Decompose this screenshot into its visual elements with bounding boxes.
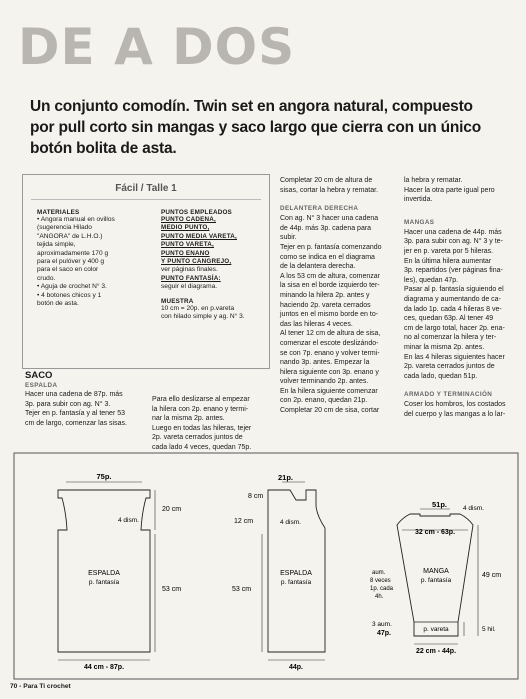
delantera-dism-label: 4 dism. bbox=[280, 519, 301, 526]
espalda-top-label: 75p. bbox=[96, 472, 112, 481]
delantera-diagram bbox=[232, 473, 325, 671]
stitch-item: PUNTO CADENA, bbox=[161, 216, 216, 223]
materials-block bbox=[37, 209, 147, 308]
manga-bottom-label: 22 cm - 44p. bbox=[415, 648, 457, 655]
espalda-diagram bbox=[58, 472, 181, 671]
saco-heading: SACO bbox=[25, 370, 53, 381]
materials-label: MATERIALES bbox=[37, 209, 80, 216]
schematic-diagrams bbox=[0, 450, 526, 682]
column-2 bbox=[152, 395, 274, 453]
materials-line: (sugerencia Hilado bbox=[37, 224, 92, 232]
espalda-stitch: p. fantasía bbox=[88, 579, 120, 586]
stitches-label: PUNTOS EMPLEADOS bbox=[161, 209, 232, 216]
stitch-item: PUNTO MEDIA VARETA, bbox=[161, 232, 237, 240]
manga-vareta-label: p. vareta bbox=[423, 626, 449, 633]
manga-hil-label: 5 hil. bbox=[482, 626, 496, 633]
page-subtitle: Un conjunto comodín. Twin set en angora natural, compuesto por pull corto sin mangas y saco largo que cierra con un único botón bolita de asta. bbox=[30, 98, 481, 157]
manga-bottom-stitches: 47p. bbox=[377, 630, 392, 637]
manga-aum-line: aum. bbox=[372, 570, 386, 576]
stitch-item: MEDIO PUNTO, bbox=[161, 224, 210, 232]
delantera-shoulder-label: 21p. bbox=[278, 473, 294, 482]
materials-line: • Angora manual en ovillos bbox=[37, 216, 115, 223]
materials-line: para el pulóver y 400 g bbox=[37, 258, 105, 266]
materials-line: aproximadamente 170 g bbox=[37, 249, 109, 257]
stitch-item: PUNTO ENANO bbox=[161, 249, 210, 257]
espalda-end-text: Completar 20 cm de altura de sisas, cortar la hebra y rematar. bbox=[280, 177, 379, 194]
gauge-text: 10 cm = 20p. en p.vareta con hilado simple y ag. N° 3. bbox=[161, 304, 245, 321]
espalda-dism-label: 4 dism. bbox=[118, 517, 139, 524]
materials-line: tejida simple, bbox=[37, 241, 76, 249]
manga-top-label: 51p. bbox=[432, 500, 448, 509]
column-3 bbox=[280, 176, 398, 416]
mangas-heading: MANGAS bbox=[404, 218, 435, 226]
stitches-block bbox=[161, 209, 269, 321]
manga-aum-bottom: 3 aum. bbox=[372, 621, 392, 628]
materials-line: crudo. bbox=[37, 274, 56, 282]
armado-heading: ARMADO Y TERMINACIÓN bbox=[404, 391, 493, 399]
espalda-heading: ESPALDA bbox=[25, 382, 58, 389]
manga-stitch: p. fantasía bbox=[420, 577, 452, 584]
stitch-item: Y PUNTO CANGREJO, bbox=[161, 258, 232, 266]
delantera-neck-depth: 12 cm bbox=[234, 518, 254, 525]
mangas-text: Hacer una cadena de 44p. más 3p. para subir con ag. N° 3 y te- jer en p. vareta por 5 hileras. En la última hilera aumentar 3p. repartidos (ver páginas fina- les), quedan 47p. Pasar al p. fantasía siguiendo el diagrama y aumentando de ca- da lado 1p. cada 4 hileras 8 ve- ces, quedan 63p. Al tener 49 cm de largo total, hacer 2p. ena- no al comenzar la hilera y ter- minar la misma 2p. antes. En las 4 hileras siguientes hacer 2p. vareta cerrados juntos de cada lado, quedan 51p. bbox=[404, 228, 505, 380]
gauge-label: MUESTRA bbox=[161, 297, 194, 305]
materials-line: "ANGORA" de L.H.O.) bbox=[37, 232, 103, 240]
difficulty-heading: Fácil / Talle 1 bbox=[115, 183, 177, 194]
info-box-divider bbox=[31, 199, 261, 200]
delantera-text: Con ag. N° 3 hacer una cadena de 44p. más 3p. cadena para subir. Tejer en p. fantasía comenzando como se indica en el diagrama de la delantera derecha. A los 53 cm de altura, comenzar la sisa en el borde izquierdo ter- minando la hilera 2p. antes y haciendo 2p. vareta cerrados juntos en el mismo borde en to- das las hileras 4 veces. Al tener 12 cm de altura de sisa, comenzar el escote deslizándo- se con 7p. enano y volver termi- nando 3p. antes. Empezar la hilera siguiente con 3p. enano y volver terminando 2p. antes. En la hilera siguiente comenzar con 2p. enano, quedan 21p. Completar 20 cm de sisa, cortar bbox=[280, 215, 382, 415]
column-4 bbox=[404, 176, 522, 419]
espalda-name: ESPALDA bbox=[88, 570, 120, 577]
manga-diagram bbox=[370, 500, 501, 655]
materials-line: • Aguja de crochet N° 3. bbox=[37, 283, 107, 291]
armado-text: Coser los hombros, los costados del cuerpo y las mangas a lo lar- bbox=[404, 401, 506, 418]
manga-aum-line: 8 veces bbox=[370, 578, 391, 584]
delantera-end-text: la hebra y rematar. Hacer la otra parte igual pero invertida. bbox=[404, 177, 495, 204]
delantera-stitch: p. fantasía bbox=[280, 579, 312, 586]
fantasy-stitch-note: seguir el diagrama. bbox=[161, 283, 218, 291]
espalda-bottom-label: 44 cm - 87p. bbox=[83, 664, 125, 671]
diagram-frame bbox=[14, 453, 518, 679]
manga-dism-label: 4 dism. bbox=[463, 505, 484, 512]
delantera-name: ESPALDA bbox=[280, 570, 312, 577]
info-box bbox=[22, 174, 270, 369]
materials-line: para el saco en color bbox=[37, 266, 99, 274]
delantera-body-height: 53 cm bbox=[232, 586, 252, 593]
manga-aum-line: 1p. cada bbox=[370, 586, 394, 592]
stitches-note: ver páginas finales. bbox=[161, 266, 218, 274]
column-1 bbox=[25, 370, 147, 428]
manga-aum-line: 4h. bbox=[375, 594, 384, 600]
sisa-text: Para ello deslizarse al empezar la hilera con 2p. enano y termi- nar la misma 2p. antes. Luego en todas las hileras, tejer 2p. vareta cerrados juntos de cada lado 4 veces, quedan 75p. bbox=[152, 396, 252, 451]
delantera-heading: DELANTERA DERECHA bbox=[280, 205, 359, 213]
espalda-body-height: 53 cm bbox=[162, 586, 182, 593]
materials-line: botón de asta. bbox=[37, 300, 79, 308]
fantasy-stitch-label: PUNTO FANTASÍA: bbox=[161, 274, 221, 282]
materials-line: • 4 botones chicos y 1 bbox=[37, 291, 102, 299]
manga-name: MANGA bbox=[423, 568, 449, 575]
espalda-sisa-height: 20 cm bbox=[162, 506, 182, 513]
espalda-text: Hacer una cadena de 87p. más 3p. para subir con ag. N° 3. Tejer en p. fantasía y al tener 53 cm de largo, comenzar las sisas. bbox=[25, 391, 127, 427]
delantera-bottom-label: 44p. bbox=[288, 664, 304, 671]
page-footer: 70 - Para Ti crochet bbox=[10, 683, 71, 690]
page-title: DE A DOS bbox=[18, 18, 296, 76]
manga-width-label: 32 cm - 63p. bbox=[414, 529, 456, 536]
delantera-neck-height: 8 cm bbox=[248, 493, 264, 500]
manga-length-label: 49 cm bbox=[482, 572, 502, 579]
stitch-item: PUNTO VARETA, bbox=[161, 241, 214, 249]
